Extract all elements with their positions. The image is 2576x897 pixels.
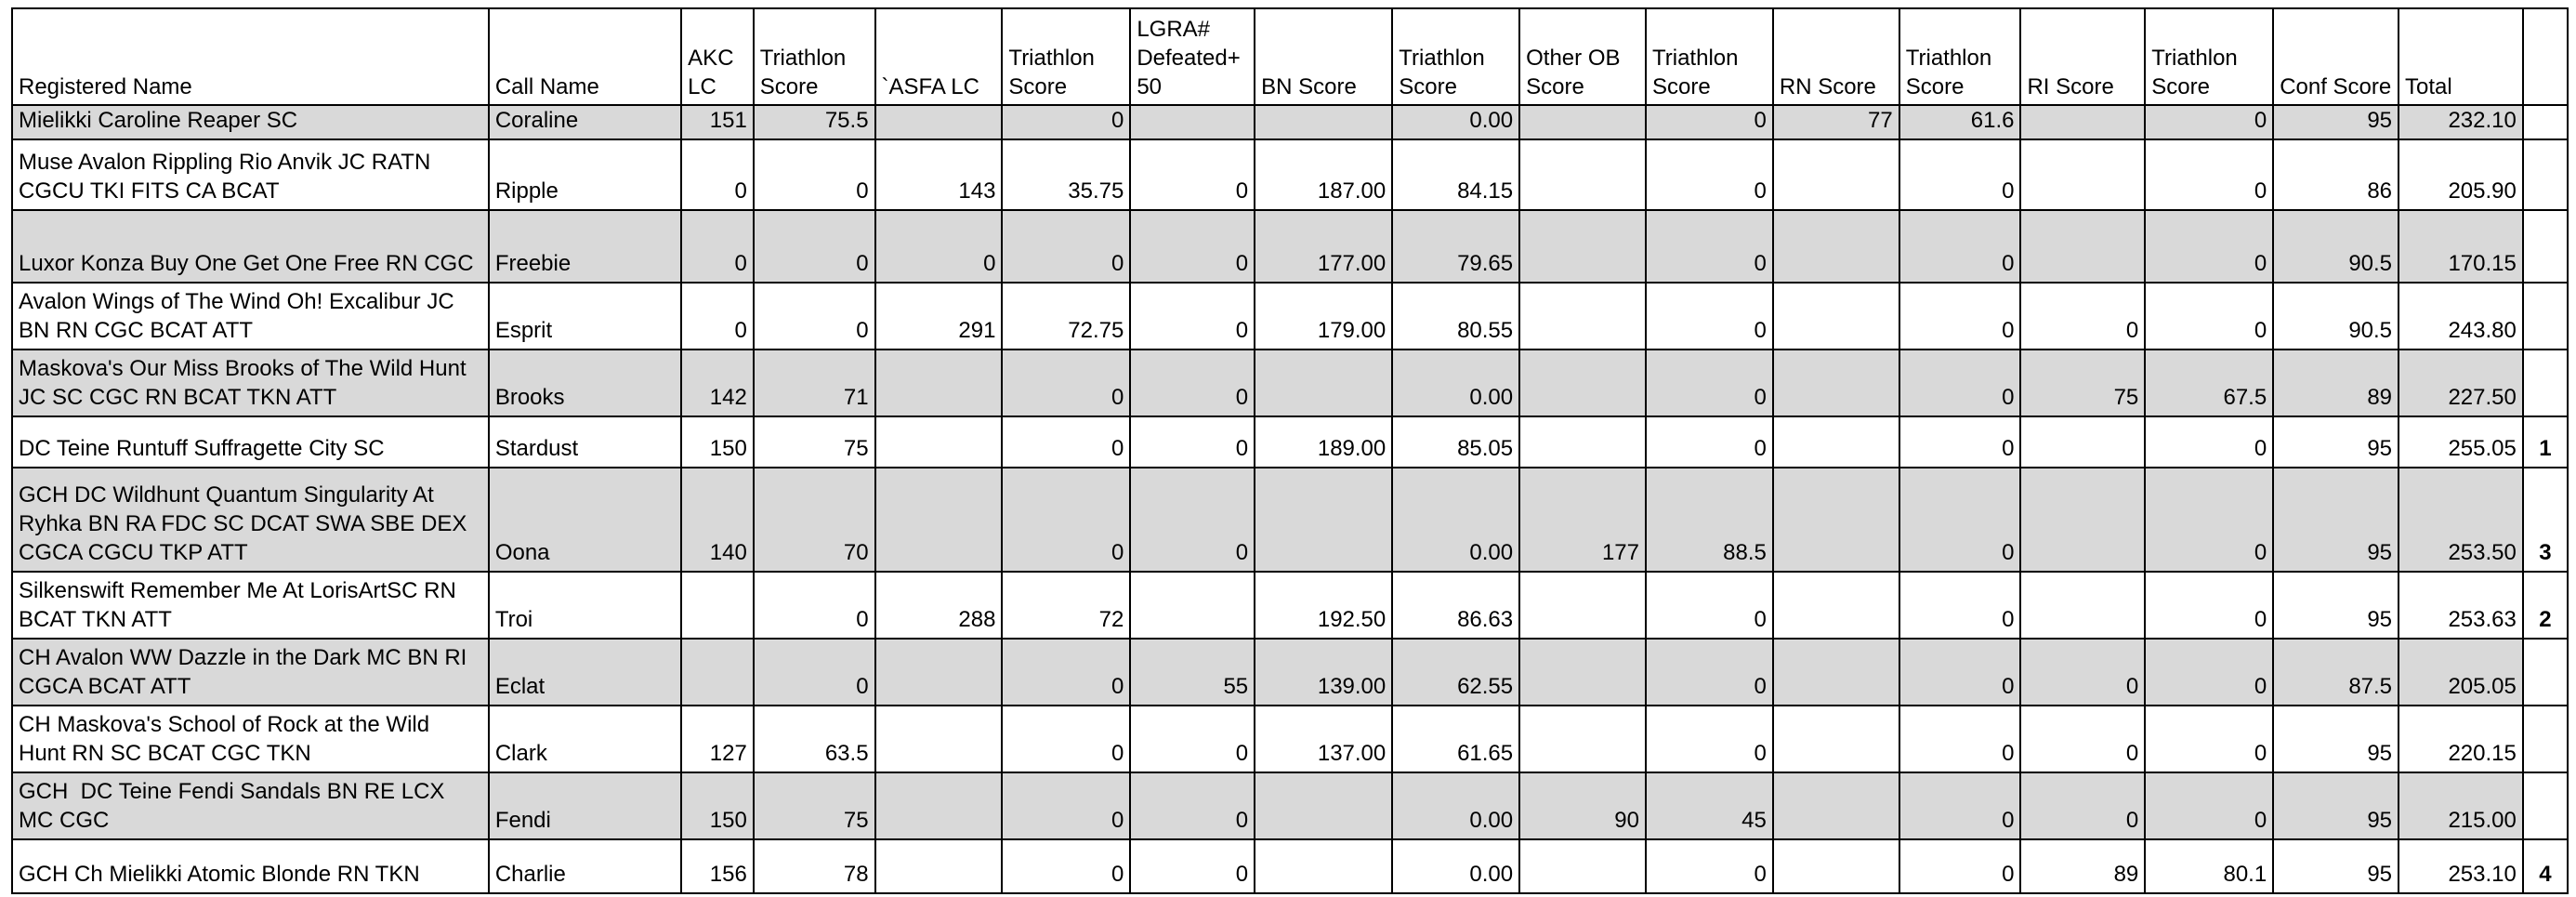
score-cell[interactable]: 90 xyxy=(1519,772,1646,839)
call-name-cell[interactable]: Coraline xyxy=(489,105,681,139)
score-cell[interactable]: 0 xyxy=(1130,283,1255,350)
score-cell[interactable] xyxy=(1519,572,1646,639)
score-cell[interactable] xyxy=(1773,416,1899,468)
score-cell[interactable]: 0 xyxy=(1646,350,1773,416)
table-row xyxy=(12,572,2568,639)
score-cell[interactable]: 156 xyxy=(681,839,754,893)
score-cell[interactable]: 0 xyxy=(681,210,754,283)
score-cell[interactable]: 95 xyxy=(2273,416,2399,468)
score-cell[interactable] xyxy=(875,350,1003,416)
score-cell[interactable]: 0 xyxy=(1899,706,2021,772)
score-cell[interactable] xyxy=(875,772,1003,839)
score-cell[interactable]: 253.63 xyxy=(2399,572,2523,639)
rank-cell[interactable] xyxy=(2523,283,2568,350)
score-cell[interactable]: 205.90 xyxy=(2399,139,2523,210)
score-cell[interactable]: 0 xyxy=(1130,416,1255,468)
score-cell[interactable]: 62.55 xyxy=(1392,639,1519,706)
column-header[interactable]: LGRA# Defeated+ 50 xyxy=(1130,8,1255,105)
score-cell[interactable]: 71 xyxy=(754,350,875,416)
score-cell[interactable] xyxy=(1773,772,1899,839)
score-cell[interactable]: 0 xyxy=(1899,572,2021,639)
rank-cell[interactable]: 2 xyxy=(2523,572,2568,639)
score-cell[interactable] xyxy=(2020,105,2145,139)
score-cell[interactable] xyxy=(875,468,1003,572)
score-cell[interactable]: 0 xyxy=(2145,468,2273,572)
table-row xyxy=(12,139,2568,210)
score-cell[interactable]: 189.00 xyxy=(1255,416,1392,468)
score-cell[interactable] xyxy=(1130,105,1255,139)
score-cell[interactable]: 0 xyxy=(1899,283,2021,350)
score-cell[interactable]: 253.50 xyxy=(2399,468,2523,572)
score-cell[interactable]: 90.5 xyxy=(2273,210,2399,283)
score-cell[interactable]: 78 xyxy=(754,839,875,893)
score-cell[interactable]: 80.1 xyxy=(2145,839,2273,893)
score-cell[interactable]: 143 xyxy=(875,139,1003,210)
score-cell[interactable]: 0 xyxy=(1130,210,1255,283)
score-cell[interactable]: 90.5 xyxy=(2273,283,2399,350)
score-cell[interactable] xyxy=(681,639,754,706)
score-cell[interactable]: 0 xyxy=(1646,210,1773,283)
column-header[interactable]: Registered Name xyxy=(12,8,489,105)
score-cell[interactable]: 75 xyxy=(754,772,875,839)
score-cell[interactable]: 0 xyxy=(1899,416,2021,468)
score-cell[interactable]: 0.00 xyxy=(1392,105,1519,139)
column-header[interactable]: Total xyxy=(2399,8,2523,105)
registered-name-cell[interactable]: Muse Avalon Rippling Rio Anvik JC RATN CGCU TKI FITS CA BCAT xyxy=(12,139,489,210)
rank-cell[interactable] xyxy=(2523,210,2568,283)
score-cell[interactable] xyxy=(1773,572,1899,639)
score-cell[interactable]: 0 xyxy=(754,572,875,639)
score-cell[interactable]: 137.00 xyxy=(1255,706,1392,772)
column-header[interactable]: Other OB Score xyxy=(1519,8,1646,105)
call-name-cell[interactable]: Freebie xyxy=(489,210,681,283)
score-cell[interactable]: 0 xyxy=(1002,639,1130,706)
table-row xyxy=(12,839,2568,893)
score-cell[interactable]: 142 xyxy=(681,350,754,416)
column-header[interactable]: Call Name xyxy=(489,8,681,105)
score-cell[interactable] xyxy=(1773,706,1899,772)
score-cell[interactable]: 88.5 xyxy=(1646,468,1773,572)
score-cell[interactable] xyxy=(1773,639,1899,706)
column-header[interactable]: Triathlon Score xyxy=(1646,8,1773,105)
score-cell[interactable]: 127 xyxy=(681,706,754,772)
table-row xyxy=(12,639,2568,706)
score-cell[interactable]: 0 xyxy=(681,283,754,350)
column-header[interactable]: RI Score xyxy=(2020,8,2145,105)
score-cell[interactable]: 0.00 xyxy=(1392,772,1519,839)
scores-table xyxy=(11,7,2569,894)
table-row xyxy=(12,210,2568,283)
score-cell[interactable]: 0 xyxy=(2145,139,2273,210)
score-cell[interactable]: 0 xyxy=(1646,416,1773,468)
score-cell[interactable]: 55 xyxy=(1130,639,1255,706)
score-cell[interactable]: 61.65 xyxy=(1392,706,1519,772)
score-cell[interactable]: 0 xyxy=(1130,350,1255,416)
score-cell[interactable]: 0 xyxy=(1130,468,1255,572)
table-row xyxy=(12,706,2568,772)
call-name-cell[interactable]: Charlie xyxy=(489,839,681,893)
score-cell[interactable] xyxy=(1773,839,1899,893)
score-cell[interactable]: 291 xyxy=(875,283,1003,350)
score-cell[interactable]: 0 xyxy=(2145,772,2273,839)
registered-name-cell[interactable]: Mielikki Caroline Reaper SC xyxy=(12,105,489,139)
score-cell[interactable]: 0 xyxy=(2020,639,2145,706)
score-cell[interactable]: 45 xyxy=(1646,772,1773,839)
column-header[interactable]: RN Score xyxy=(1773,8,1899,105)
registered-name-cell[interactable]: CH Maskova's School of Rock at the Wild Hunt RN SC BCAT CGC TKN xyxy=(12,706,489,772)
score-cell[interactable]: 0 xyxy=(2020,772,2145,839)
call-name-cell[interactable]: Troi xyxy=(489,572,681,639)
score-cell[interactable]: 0 xyxy=(2145,283,2273,350)
score-cell[interactable]: 0 xyxy=(2145,416,2273,468)
score-cell[interactable]: 170.15 xyxy=(2399,210,2523,283)
score-cell[interactable]: 0 xyxy=(754,283,875,350)
score-cell[interactable]: 79.65 xyxy=(1392,210,1519,283)
score-cell[interactable] xyxy=(1255,772,1392,839)
score-cell[interactable]: 85.05 xyxy=(1392,416,1519,468)
score-cell[interactable]: 0 xyxy=(1646,105,1773,139)
table-row xyxy=(12,772,2568,839)
score-cell[interactable]: 89 xyxy=(2020,839,2145,893)
score-cell[interactable] xyxy=(2020,416,2145,468)
score-cell[interactable]: 0 xyxy=(2145,572,2273,639)
column-header[interactable] xyxy=(2523,8,2568,105)
score-cell[interactable]: 72 xyxy=(1002,572,1130,639)
table-row xyxy=(12,416,2568,468)
score-cell[interactable]: 0 xyxy=(1899,468,2021,572)
score-cell[interactable] xyxy=(875,105,1003,139)
score-cell[interactable]: 86 xyxy=(2273,139,2399,210)
column-header[interactable]: Conf Score xyxy=(2273,8,2399,105)
score-cell[interactable]: 0 xyxy=(1130,139,1255,210)
score-cell[interactable]: 0 xyxy=(1002,468,1130,572)
score-cell[interactable] xyxy=(1519,139,1646,210)
score-cell[interactable]: 0 xyxy=(1002,210,1130,283)
score-cell[interactable]: 150 xyxy=(681,416,754,468)
score-cell[interactable] xyxy=(1519,350,1646,416)
score-cell[interactable] xyxy=(1519,706,1646,772)
registered-name-cell[interactable]: DC Teine Runtuff Suffragette City SC xyxy=(12,416,489,468)
rank-cell[interactable]: 3 xyxy=(2523,468,2568,572)
score-cell[interactable]: 177.00 xyxy=(1255,210,1392,283)
call-name-cell[interactable]: Stardust xyxy=(489,416,681,468)
rank-cell[interactable] xyxy=(2523,139,2568,210)
registered-name-cell[interactable]: Luxor Konza Buy One Get One Free RN CGC xyxy=(12,210,489,283)
score-cell[interactable]: 205.05 xyxy=(2399,639,2523,706)
score-cell[interactable]: 0 xyxy=(1646,839,1773,893)
score-cell[interactable]: 87.5 xyxy=(2273,639,2399,706)
rank-cell[interactable]: 4 xyxy=(2523,839,2568,893)
score-cell[interactable]: 84.15 xyxy=(1392,139,1519,210)
column-header[interactable]: Triathlon Score xyxy=(1392,8,1519,105)
score-cell[interactable] xyxy=(875,639,1003,706)
score-cell[interactable]: 0 xyxy=(2020,706,2145,772)
score-cell[interactable]: 243.80 xyxy=(2399,283,2523,350)
score-cell[interactable]: 0 xyxy=(1899,839,2021,893)
call-name-cell[interactable]: Oona xyxy=(489,468,681,572)
table-row xyxy=(12,468,2568,572)
score-cell[interactable]: 0 xyxy=(754,639,875,706)
call-name-cell[interactable]: Clark xyxy=(489,706,681,772)
score-cell[interactable]: 95 xyxy=(2273,572,2399,639)
score-cell[interactable]: 187.00 xyxy=(1255,139,1392,210)
score-cell[interactable] xyxy=(875,416,1003,468)
registered-name-cell[interactable]: GCH DC Teine Fendi Sandals BN RE LCX MC CGC xyxy=(12,772,489,839)
score-cell[interactable]: 95 xyxy=(2273,839,2399,893)
score-cell[interactable]: 95 xyxy=(2273,105,2399,139)
rank-cell[interactable]: 1 xyxy=(2523,416,2568,468)
score-cell[interactable]: 0 xyxy=(1002,839,1130,893)
score-cell[interactable] xyxy=(2020,468,2145,572)
table-row xyxy=(12,283,2568,350)
score-cell[interactable]: 0.00 xyxy=(1392,468,1519,572)
score-cell[interactable]: 95 xyxy=(2273,772,2399,839)
score-cell[interactable]: 0 xyxy=(1646,283,1773,350)
score-cell[interactable] xyxy=(1255,350,1392,416)
score-cell[interactable]: 0 xyxy=(1002,772,1130,839)
score-cell[interactable]: 0 xyxy=(1646,706,1773,772)
score-cell[interactable]: 0 xyxy=(1130,772,1255,839)
score-cell[interactable]: 0 xyxy=(1130,706,1255,772)
score-cell[interactable]: 0.00 xyxy=(1392,839,1519,893)
score-cell[interactable]: 0 xyxy=(1899,210,2021,283)
score-cell[interactable]: 288 xyxy=(875,572,1003,639)
rank-cell[interactable] xyxy=(2523,105,2568,139)
score-cell[interactable]: 0 xyxy=(754,139,875,210)
score-cell[interactable]: 0 xyxy=(2145,706,2273,772)
score-cell[interactable] xyxy=(1255,105,1392,139)
score-cell[interactable]: 220.15 xyxy=(2399,706,2523,772)
column-header[interactable]: Triathlon Score xyxy=(1002,8,1130,105)
column-header[interactable]: Triathlon Score xyxy=(2145,8,2273,105)
score-cell[interactable]: 215.00 xyxy=(2399,772,2523,839)
score-cell[interactable]: 0 xyxy=(1899,639,2021,706)
score-cell[interactable]: 151 xyxy=(681,105,754,139)
score-cell[interactable]: 0 xyxy=(1899,139,2021,210)
score-cell[interactable] xyxy=(1255,839,1392,893)
call-name-cell[interactable]: Brooks xyxy=(489,350,681,416)
score-cell[interactable]: 0 xyxy=(1130,839,1255,893)
score-cell[interactable]: 140 xyxy=(681,468,754,572)
score-cell[interactable] xyxy=(2020,139,2145,210)
score-cell[interactable]: 0.00 xyxy=(1392,350,1519,416)
rank-cell[interactable] xyxy=(2523,639,2568,706)
score-cell[interactable] xyxy=(1773,350,1899,416)
score-cell[interactable]: 0 xyxy=(875,210,1003,283)
score-cell[interactable]: 0 xyxy=(1002,350,1130,416)
score-cell[interactable]: 0 xyxy=(1646,572,1773,639)
column-header[interactable]: AKC LC xyxy=(681,8,754,105)
score-cell[interactable]: 227.50 xyxy=(2399,350,2523,416)
column-header[interactable]: Triathlon Score xyxy=(1899,8,2021,105)
score-cell[interactable] xyxy=(1773,139,1899,210)
call-name-cell[interactable]: Esprit xyxy=(489,283,681,350)
score-cell[interactable] xyxy=(1519,210,1646,283)
table-row xyxy=(12,350,2568,416)
call-name-cell[interactable]: Eclat xyxy=(489,639,681,706)
header-row xyxy=(12,8,2568,105)
score-cell[interactable] xyxy=(1519,639,1646,706)
score-cell[interactable]: 0 xyxy=(1646,639,1773,706)
score-cell[interactable] xyxy=(1773,210,1899,283)
score-cell[interactable] xyxy=(1773,468,1899,572)
score-cell[interactable]: 253.10 xyxy=(2399,839,2523,893)
score-cell[interactable]: 70 xyxy=(754,468,875,572)
column-header[interactable]: BN Score xyxy=(1255,8,1392,105)
score-cell[interactable] xyxy=(875,706,1003,772)
registered-name-cell[interactable]: Maskova's Our Miss Brooks of The Wild Hunt JC SC CGC RN BCAT TKN ATT xyxy=(12,350,489,416)
score-cell[interactable]: 75 xyxy=(2020,350,2145,416)
score-cell[interactable]: 139.00 xyxy=(1255,639,1392,706)
score-cell[interactable]: 80.55 xyxy=(1392,283,1519,350)
registered-name-cell[interactable]: CH Avalon WW Dazzle in the Dark MC BN RI CGCA BCAT ATT xyxy=(12,639,489,706)
score-cell[interactable]: 0 xyxy=(2145,210,2273,283)
score-cell[interactable]: 75.5 xyxy=(754,105,875,139)
score-cell[interactable]: 63.5 xyxy=(754,706,875,772)
score-cell[interactable]: 192.50 xyxy=(1255,572,1392,639)
score-cell[interactable]: 72.75 xyxy=(1002,283,1130,350)
score-cell[interactable]: 67.5 xyxy=(2145,350,2273,416)
score-cell[interactable] xyxy=(2020,572,2145,639)
score-cell[interactable]: 255.05 xyxy=(2399,416,2523,468)
score-cell[interactable]: 0 xyxy=(2020,283,2145,350)
score-cell[interactable]: 77 xyxy=(1773,105,1899,139)
column-header[interactable]: `ASFA LC xyxy=(875,8,1003,105)
rank-cell[interactable] xyxy=(2523,350,2568,416)
score-cell[interactable] xyxy=(875,839,1003,893)
score-cell[interactable] xyxy=(1773,283,1899,350)
score-cell[interactable]: 86.63 xyxy=(1392,572,1519,639)
registered-name-cell[interactable]: GCH Ch Mielikki Atomic Blonde RN TKN xyxy=(12,839,489,893)
score-cell[interactable]: 0 xyxy=(1002,416,1130,468)
rank-cell[interactable] xyxy=(2523,706,2568,772)
score-cell[interactable]: 0 xyxy=(2145,105,2273,139)
score-cell[interactable] xyxy=(1519,839,1646,893)
table-row xyxy=(12,105,2568,139)
score-cell[interactable]: 89 xyxy=(2273,350,2399,416)
score-cell[interactable]: 0 xyxy=(681,139,754,210)
score-cell[interactable]: 61.6 xyxy=(1899,105,2021,139)
score-cell[interactable] xyxy=(1130,572,1255,639)
score-cell[interactable]: 179.00 xyxy=(1255,283,1392,350)
call-name-cell[interactable]: Ripple xyxy=(489,139,681,210)
registered-name-cell[interactable]: GCH DC Wildhunt Quantum Singularity At Ryhka BN RA FDC SC DCAT SWA SBE DEX CGCA CGCU TKP ATT xyxy=(12,468,489,572)
score-cell[interactable]: 0 xyxy=(1899,350,2021,416)
score-cell[interactable]: 0 xyxy=(754,210,875,283)
score-cell[interactable] xyxy=(1519,416,1646,468)
score-cell[interactable]: 35.75 xyxy=(1002,139,1130,210)
score-cell[interactable]: 0 xyxy=(1899,772,2021,839)
score-cell[interactable] xyxy=(681,572,754,639)
score-cell[interactable]: 0 xyxy=(2145,639,2273,706)
score-cell[interactable]: 177 xyxy=(1519,468,1646,572)
score-cell[interactable]: 0 xyxy=(1002,706,1130,772)
score-cell[interactable]: 95 xyxy=(2273,706,2399,772)
rank-cell[interactable] xyxy=(2523,772,2568,839)
score-cell[interactable]: 232.10 xyxy=(2399,105,2523,139)
call-name-cell[interactable]: Fendi xyxy=(489,772,681,839)
score-cell[interactable] xyxy=(1519,105,1646,139)
score-cell[interactable] xyxy=(1519,283,1646,350)
score-cell[interactable]: 75 xyxy=(754,416,875,468)
column-header[interactable]: Triathlon Score xyxy=(754,8,875,105)
score-cell[interactable] xyxy=(2020,210,2145,283)
table-body xyxy=(12,105,2568,893)
score-cell[interactable]: 95 xyxy=(2273,468,2399,572)
registered-name-cell[interactable]: Silkenswift Remember Me At LorisArtSC RN BCAT TKN ATT xyxy=(12,572,489,639)
score-cell[interactable] xyxy=(1255,468,1392,572)
score-cell[interactable]: 0 xyxy=(1646,139,1773,210)
score-cell[interactable]: 0 xyxy=(1002,105,1130,139)
registered-name-cell[interactable]: Avalon Wings of The Wind Oh! Excalibur JC BN RN CGC BCAT ATT xyxy=(12,283,489,350)
score-cell[interactable]: 150 xyxy=(681,772,754,839)
